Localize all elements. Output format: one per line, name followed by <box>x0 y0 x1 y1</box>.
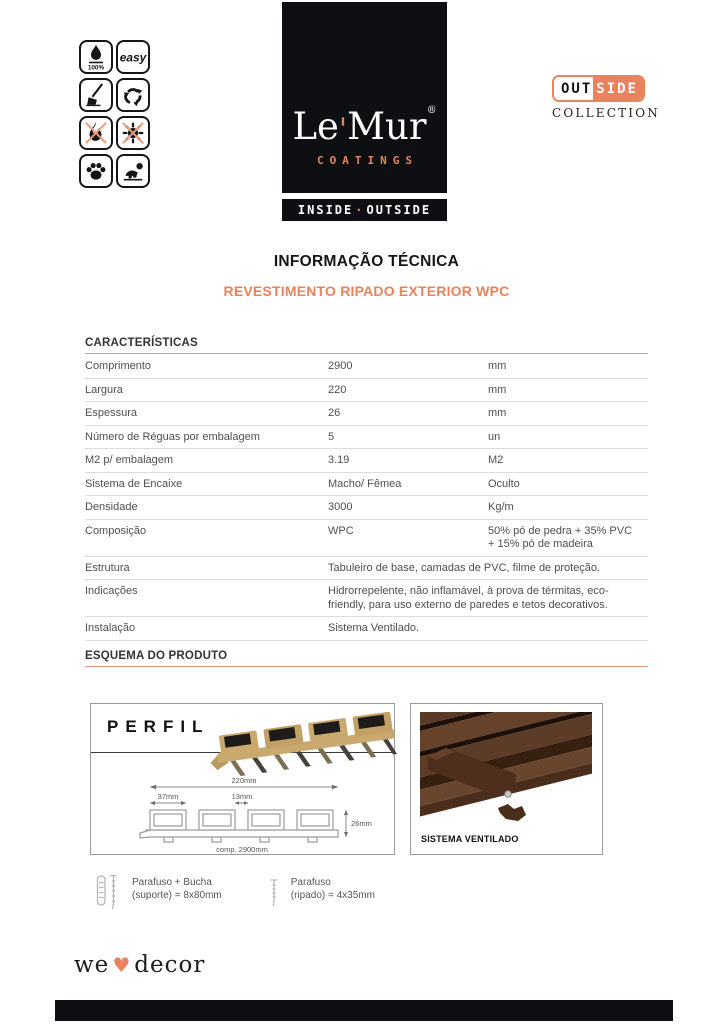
row-unit: 50% pó de pedra + 35% PVC + 15% pó de madeira <box>488 519 648 556</box>
screw-icon <box>268 872 280 912</box>
easy-badge <box>116 40 150 74</box>
row-label: Instalação <box>85 617 328 641</box>
collection-label: COLLECTION <box>552 106 660 120</box>
banner-outside-label: OUTSIDE <box>366 203 432 217</box>
page-subtitle: REVESTIMENTO RIPADO EXTERIOR WPC <box>223 283 510 299</box>
row-value: WPC <box>328 519 488 556</box>
outside-collection-logo <box>552 75 660 120</box>
table-row <box>85 378 648 402</box>
row-label: Espessura <box>85 402 328 426</box>
non-flammable-badge <box>79 116 113 150</box>
row-label: Sistema de Encaixe <box>85 472 328 496</box>
outside-pill <box>552 75 645 102</box>
brand-logo <box>282 2 447 193</box>
table-row <box>85 556 648 580</box>
plug-and-screw-icon <box>95 872 121 912</box>
row-unit: mm <box>488 378 648 402</box>
dim-length-label: comp. 2900mm <box>216 845 268 854</box>
child-safe-badge <box>116 154 150 188</box>
fastener-label <box>132 872 222 902</box>
row-value: 26 <box>328 402 488 426</box>
row-label: Indicações <box>85 580 328 617</box>
brand-name <box>292 105 437 148</box>
schema-heading: ESQUEMA DO PRODUTO <box>85 650 228 662</box>
pet-friendly-badge <box>79 154 113 188</box>
dim-width-label: 220mm <box>231 776 257 785</box>
page-title: INFORMAÇÃO TÉCNICA <box>273 253 460 270</box>
profile-diagram-panel <box>90 703 395 855</box>
banner-dot: · <box>355 203 365 217</box>
outside-pill-side: SIDE <box>593 77 643 100</box>
registered-mark: ® <box>426 105 437 116</box>
waterproof-pct-label: 100% <box>87 64 105 72</box>
easy-label: easy <box>119 50 147 65</box>
row-unit: Oculto <box>488 472 648 496</box>
easy-icon <box>118 42 148 72</box>
row-unit: mm <box>488 355 648 378</box>
wedecor-decor: decor <box>134 952 206 978</box>
heart-icon: ♥ <box>112 953 132 977</box>
paw-icon <box>81 156 111 186</box>
dim-gap-label: 13mm <box>231 792 253 801</box>
dim-slat-label: 37mm <box>157 792 179 801</box>
row-label: M2 p/ embalagem <box>85 449 328 473</box>
fastener-line2: (ripado) = 4x35mm <box>290 890 375 901</box>
row-value: 3.19 <box>328 449 488 473</box>
brand-tagline: COATINGS <box>317 154 418 167</box>
row-label: Largura <box>85 378 328 402</box>
row-value: Sistema Ventilado. <box>328 617 648 641</box>
profile-label: PERFIL <box>107 717 210 736</box>
profile-dimension-drawing <box>134 774 374 854</box>
table-row <box>85 355 648 378</box>
brand-name-pre: Le <box>292 105 339 148</box>
anti-termite-badge <box>116 116 150 150</box>
row-label: Composição <box>85 519 328 556</box>
row-label: Densidade <box>85 496 328 520</box>
fastener-label <box>291 872 375 902</box>
dim-height-label: 26mm <box>351 819 372 828</box>
we-decor-logo <box>74 952 205 978</box>
ventilated-system-label: SISTEMA VENTILADO <box>421 834 519 844</box>
table-row <box>85 580 648 617</box>
certification-badges <box>79 40 150 188</box>
row-value: Macho/ Fêmea <box>328 472 488 496</box>
characteristics-section <box>85 337 648 641</box>
table-row <box>85 617 648 641</box>
brand-apostrophe: ' <box>338 112 348 147</box>
footer-bar <box>55 1000 673 1021</box>
fastener-item <box>95 872 222 912</box>
mop-icon <box>81 80 111 110</box>
row-label: Estrutura <box>85 556 328 580</box>
table-row <box>85 472 648 496</box>
row-value: Hidrorrepelente, não inflamável, à prova de térmitas, eco-friendly, para uso externo de paredes e tetos decorativos. <box>328 580 648 617</box>
waterproof-badge <box>79 40 113 74</box>
table-row <box>85 519 648 556</box>
schema-section-heading <box>85 650 648 667</box>
section-rule <box>85 353 648 354</box>
ventilated-system-photo <box>420 712 592 828</box>
row-unit: un <box>488 425 648 449</box>
fastener-line1: Parafuso + Bucha <box>132 877 212 888</box>
row-value: 5 <box>328 425 488 449</box>
brand-name-post: Mur <box>347 105 427 148</box>
fastener-legend <box>95 872 375 912</box>
crawling-baby-icon <box>118 156 148 186</box>
characteristics-heading: CARACTERÍSTICAS <box>85 337 198 349</box>
fastener-line2: (suporte) = 8x80mm <box>132 890 222 901</box>
profile-3d-render <box>207 712 399 780</box>
recycle-icon <box>118 80 148 110</box>
table-row <box>85 402 648 426</box>
row-value: Tabuleiro de base, camadas de PVC, filme de proteção. <box>328 556 648 580</box>
ventilated-system-panel <box>410 703 603 855</box>
row-value: 2900 <box>328 355 488 378</box>
row-unit: mm <box>488 402 648 426</box>
characteristics-table <box>85 355 648 641</box>
row-value: 3000 <box>328 496 488 520</box>
no-fire-icon <box>81 118 111 148</box>
wedecor-we: we <box>74 952 110 978</box>
row-label: Número de Réguas por embalagem <box>85 425 328 449</box>
table-row <box>85 496 648 520</box>
no-termite-icon <box>118 118 148 148</box>
recyclable-badge <box>116 78 150 112</box>
outside-pill-out: OUT <box>554 77 593 100</box>
row-unit: M2 <box>488 449 648 473</box>
row-value: 220 <box>328 378 488 402</box>
row-label: Comprimento <box>85 355 328 378</box>
table-row <box>85 449 648 473</box>
inside-outside-banner <box>282 199 447 221</box>
table-row <box>85 425 648 449</box>
section-rule <box>85 666 648 667</box>
banner-inside-label: INSIDE <box>297 203 354 217</box>
row-unit: Kg/m <box>488 496 648 520</box>
easy-clean-badge <box>79 78 113 112</box>
waterproof-100-icon <box>81 42 111 72</box>
fastener-line1: Parafuso <box>290 877 331 888</box>
fastener-item <box>268 872 375 912</box>
